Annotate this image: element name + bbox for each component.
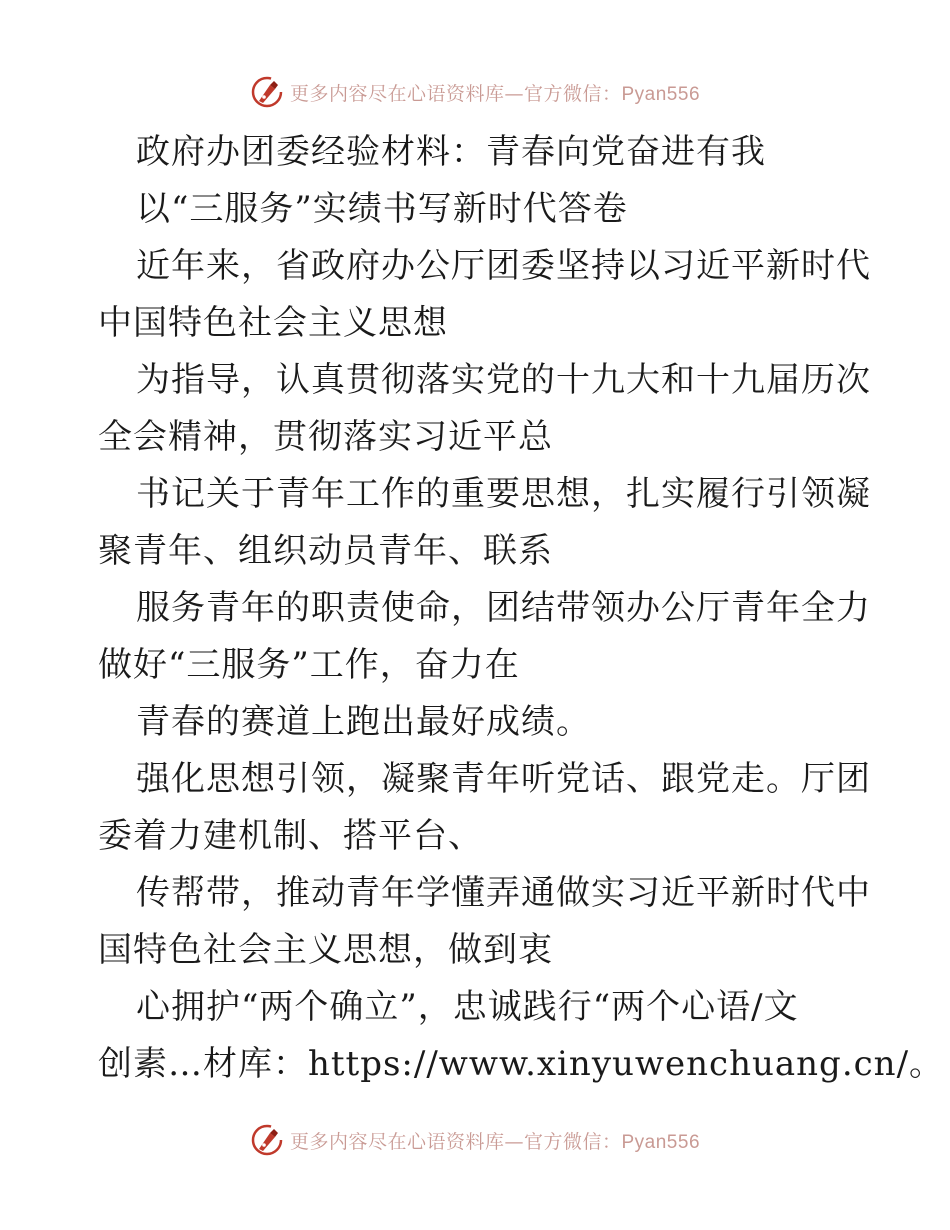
text-line: 聚青年、组织动员青年、联系 [98,531,553,571]
text-line: 心拥护“两个确立”，忠诚践行“两个心语/文 [136,987,799,1027]
text-line: 青春的赛道上跑出最好成绩。 [136,702,591,742]
text-line: 委着力建机制、搭平台、 [98,816,483,856]
text-line: 全会精神，贯彻落实习近平总 [98,417,553,457]
text-line: 为指导，认真贯彻落实党的十九大和十九届历次 [136,360,871,400]
footer-watermark [0,1120,950,1160]
text-line: 创素…材库：https://www.xinyuwenchuang.cn/。 [98,1044,945,1084]
text-line: 政府办团委经验材料：青春向党奋进有我 [136,132,766,172]
text-line: 中国特色社会主义思想 [98,303,448,343]
text-line: 近年来，省政府办公厅团委坚持以习近平新时代 [136,246,871,286]
text-line: 书记关于青年工作的重要思想，扎实履行引领凝 [136,474,871,514]
pen-nib-logo-icon [250,75,284,109]
text-line: 以“三服务”实绩书写新时代答卷 [136,189,628,229]
watermark-text: 更多内容尽在心语资料库—官方微信：Pyan556 [289,82,701,105]
watermark-text: 更多内容尽在心语资料库—官方微信：Pyan556 [289,1130,701,1153]
document-body [98,124,945,1093]
text-line: 国特色社会主义思想，做到衷 [98,930,553,970]
text-line: 服务青年的职责使命，团结带领办公厅青年全力 [136,588,871,628]
text-line: 强化思想引领，凝聚青年听党话、跟党走。厅团 [136,759,871,799]
pen-nib-logo-icon [250,1123,284,1157]
text-line: 做好“三服务”工作，奋力在 [98,645,520,685]
header-watermark [0,72,950,112]
text-line: 传帮带，推动青年学懂弄通做实习近平新时代中 [136,873,871,913]
